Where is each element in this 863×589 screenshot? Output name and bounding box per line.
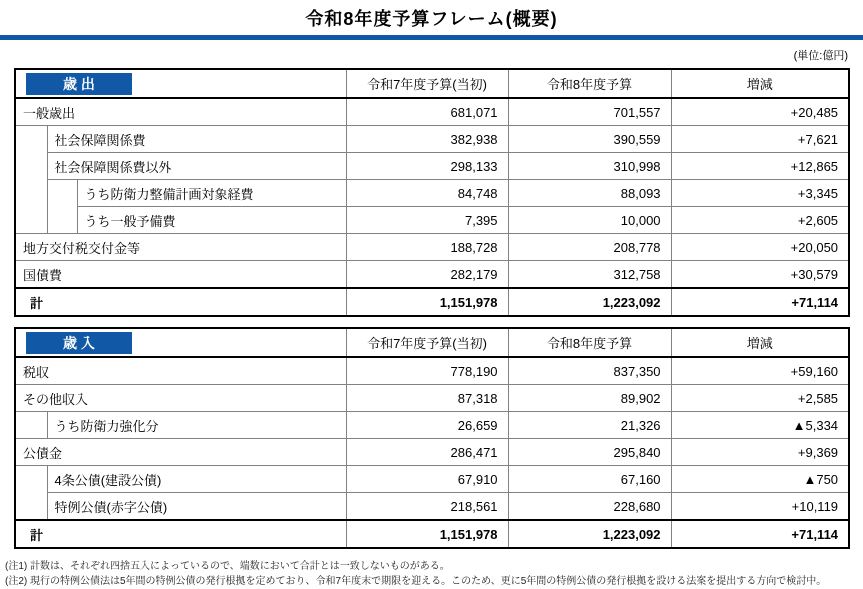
value-r8: 21,326 — [508, 412, 671, 439]
total-row — [15, 520, 849, 548]
value-r7: 382,938 — [346, 126, 508, 153]
row-label: 公債金 — [15, 439, 346, 466]
revenues-table — [14, 327, 850, 549]
value-change: +3,345 — [671, 180, 849, 207]
row-label: 国債費 — [15, 261, 346, 289]
row-label: 社会保障関係費 — [47, 126, 346, 153]
page-title: 令和8年度予算フレーム(概要) — [305, 9, 558, 29]
value-r8: 295,840 — [508, 439, 671, 466]
value-change: +9,369 — [671, 439, 849, 466]
value-change: ▲750 — [671, 466, 849, 493]
table-row — [15, 261, 849, 289]
value-r8: 1,223,092 — [508, 520, 671, 548]
value-r8: 701,557 — [508, 98, 671, 126]
value-r8: 10,000 — [508, 207, 671, 234]
value-r7: 298,133 — [346, 153, 508, 180]
footnote-2: (注2) 現行の特例公債法は5年間の特例公債の発行根拠を定めており、令和7年度末で期限を迎える。このため、更に5年間の特例公債の発行根拠を設ける法案を提出する方向で検討中。 — [5, 576, 827, 587]
indent-spacer — [15, 412, 47, 439]
row-label: うち防衛力整備計画対象経費 — [77, 180, 346, 207]
value-change: ▲5,334 — [671, 412, 849, 439]
value-r7: 84,748 — [346, 180, 508, 207]
value-r8: 88,093 — [508, 180, 671, 207]
unit-note: (単位:億円) — [793, 50, 848, 62]
header-row — [15, 69, 849, 98]
footnotes — [5, 559, 863, 589]
value-r7: 286,471 — [346, 439, 508, 466]
indent-spacer — [15, 466, 47, 521]
column-header: 令和8年度予算 — [508, 69, 671, 98]
value-change: +20,485 — [671, 98, 849, 126]
table-row — [15, 126, 849, 153]
table-row — [15, 207, 849, 234]
value-r7: 282,179 — [346, 261, 508, 289]
value-r8: 67,160 — [508, 466, 671, 493]
value-change: +71,114 — [671, 520, 849, 548]
column-header: 増減 — [671, 69, 849, 98]
value-r7: 26,659 — [346, 412, 508, 439]
value-r7: 1,151,978 — [346, 520, 508, 548]
table-row — [15, 439, 849, 466]
total-row — [15, 288, 849, 316]
value-r7: 681,071 — [346, 98, 508, 126]
title-divider — [0, 35, 863, 40]
expenditures-table-badge: 歳 出 — [26, 73, 132, 95]
table-row — [15, 466, 849, 493]
row-label: 計 — [15, 520, 346, 548]
row-label: 一般歳出 — [15, 98, 346, 126]
table-row — [15, 385, 849, 412]
row-label: 社会保障関係費以外 — [47, 153, 346, 180]
column-header: 増減 — [671, 328, 849, 357]
value-r8: 312,758 — [508, 261, 671, 289]
indent-spacer — [47, 180, 77, 234]
table-row — [15, 234, 849, 261]
indent-spacer — [15, 126, 47, 234]
value-r8: 89,902 — [508, 385, 671, 412]
row-label: その他収入 — [15, 385, 346, 412]
column-header: 令和7年度予算(当初) — [346, 69, 508, 98]
expenditures-table — [14, 68, 850, 317]
table-row — [15, 153, 849, 180]
value-r8: 1,223,092 — [508, 288, 671, 316]
value-r7: 218,561 — [346, 493, 508, 521]
value-change: +71,114 — [671, 288, 849, 316]
column-header: 令和7年度予算(当初) — [346, 328, 508, 357]
row-label: 特例公債(赤字公債) — [47, 493, 346, 521]
table-row — [15, 98, 849, 126]
value-change: +2,585 — [671, 385, 849, 412]
value-r7: 7,395 — [346, 207, 508, 234]
value-r8: 390,559 — [508, 126, 671, 153]
column-header: 令和8年度予算 — [508, 328, 671, 357]
row-label: うち一般予備費 — [77, 207, 346, 234]
table-row — [15, 357, 849, 385]
table-row — [15, 493, 849, 521]
section-header-cell — [15, 69, 346, 98]
value-r7: 1,151,978 — [346, 288, 508, 316]
value-r7: 67,910 — [346, 466, 508, 493]
value-change: +59,160 — [671, 357, 849, 385]
table-row — [15, 412, 849, 439]
value-change: +12,865 — [671, 153, 849, 180]
value-change: +10,119 — [671, 493, 849, 521]
row-label: 4条公債(建設公債) — [47, 466, 346, 493]
value-r8: 228,680 — [508, 493, 671, 521]
section-header-cell — [15, 328, 346, 357]
value-change: +20,050 — [671, 234, 849, 261]
table-row — [15, 180, 849, 207]
value-r7: 87,318 — [346, 385, 508, 412]
footnote-1: (注1) 計数は、それぞれ四捨五入によっているので、端数において合計とは一致しないものがある。 — [5, 561, 450, 572]
value-r7: 778,190 — [346, 357, 508, 385]
row-label: うち防衛力強化分 — [47, 412, 346, 439]
value-r8: 310,998 — [508, 153, 671, 180]
value-change: +2,605 — [671, 207, 849, 234]
row-label: 地方交付税交付金等 — [15, 234, 346, 261]
row-label: 計 — [15, 288, 346, 316]
row-label: 税収 — [15, 357, 346, 385]
value-r8: 837,350 — [508, 357, 671, 385]
value-r8: 208,778 — [508, 234, 671, 261]
value-r7: 188,728 — [346, 234, 508, 261]
value-change: +30,579 — [671, 261, 849, 289]
revenues-table-badge: 歳 入 — [26, 332, 132, 354]
header-row — [15, 328, 849, 357]
value-change: +7,621 — [671, 126, 849, 153]
